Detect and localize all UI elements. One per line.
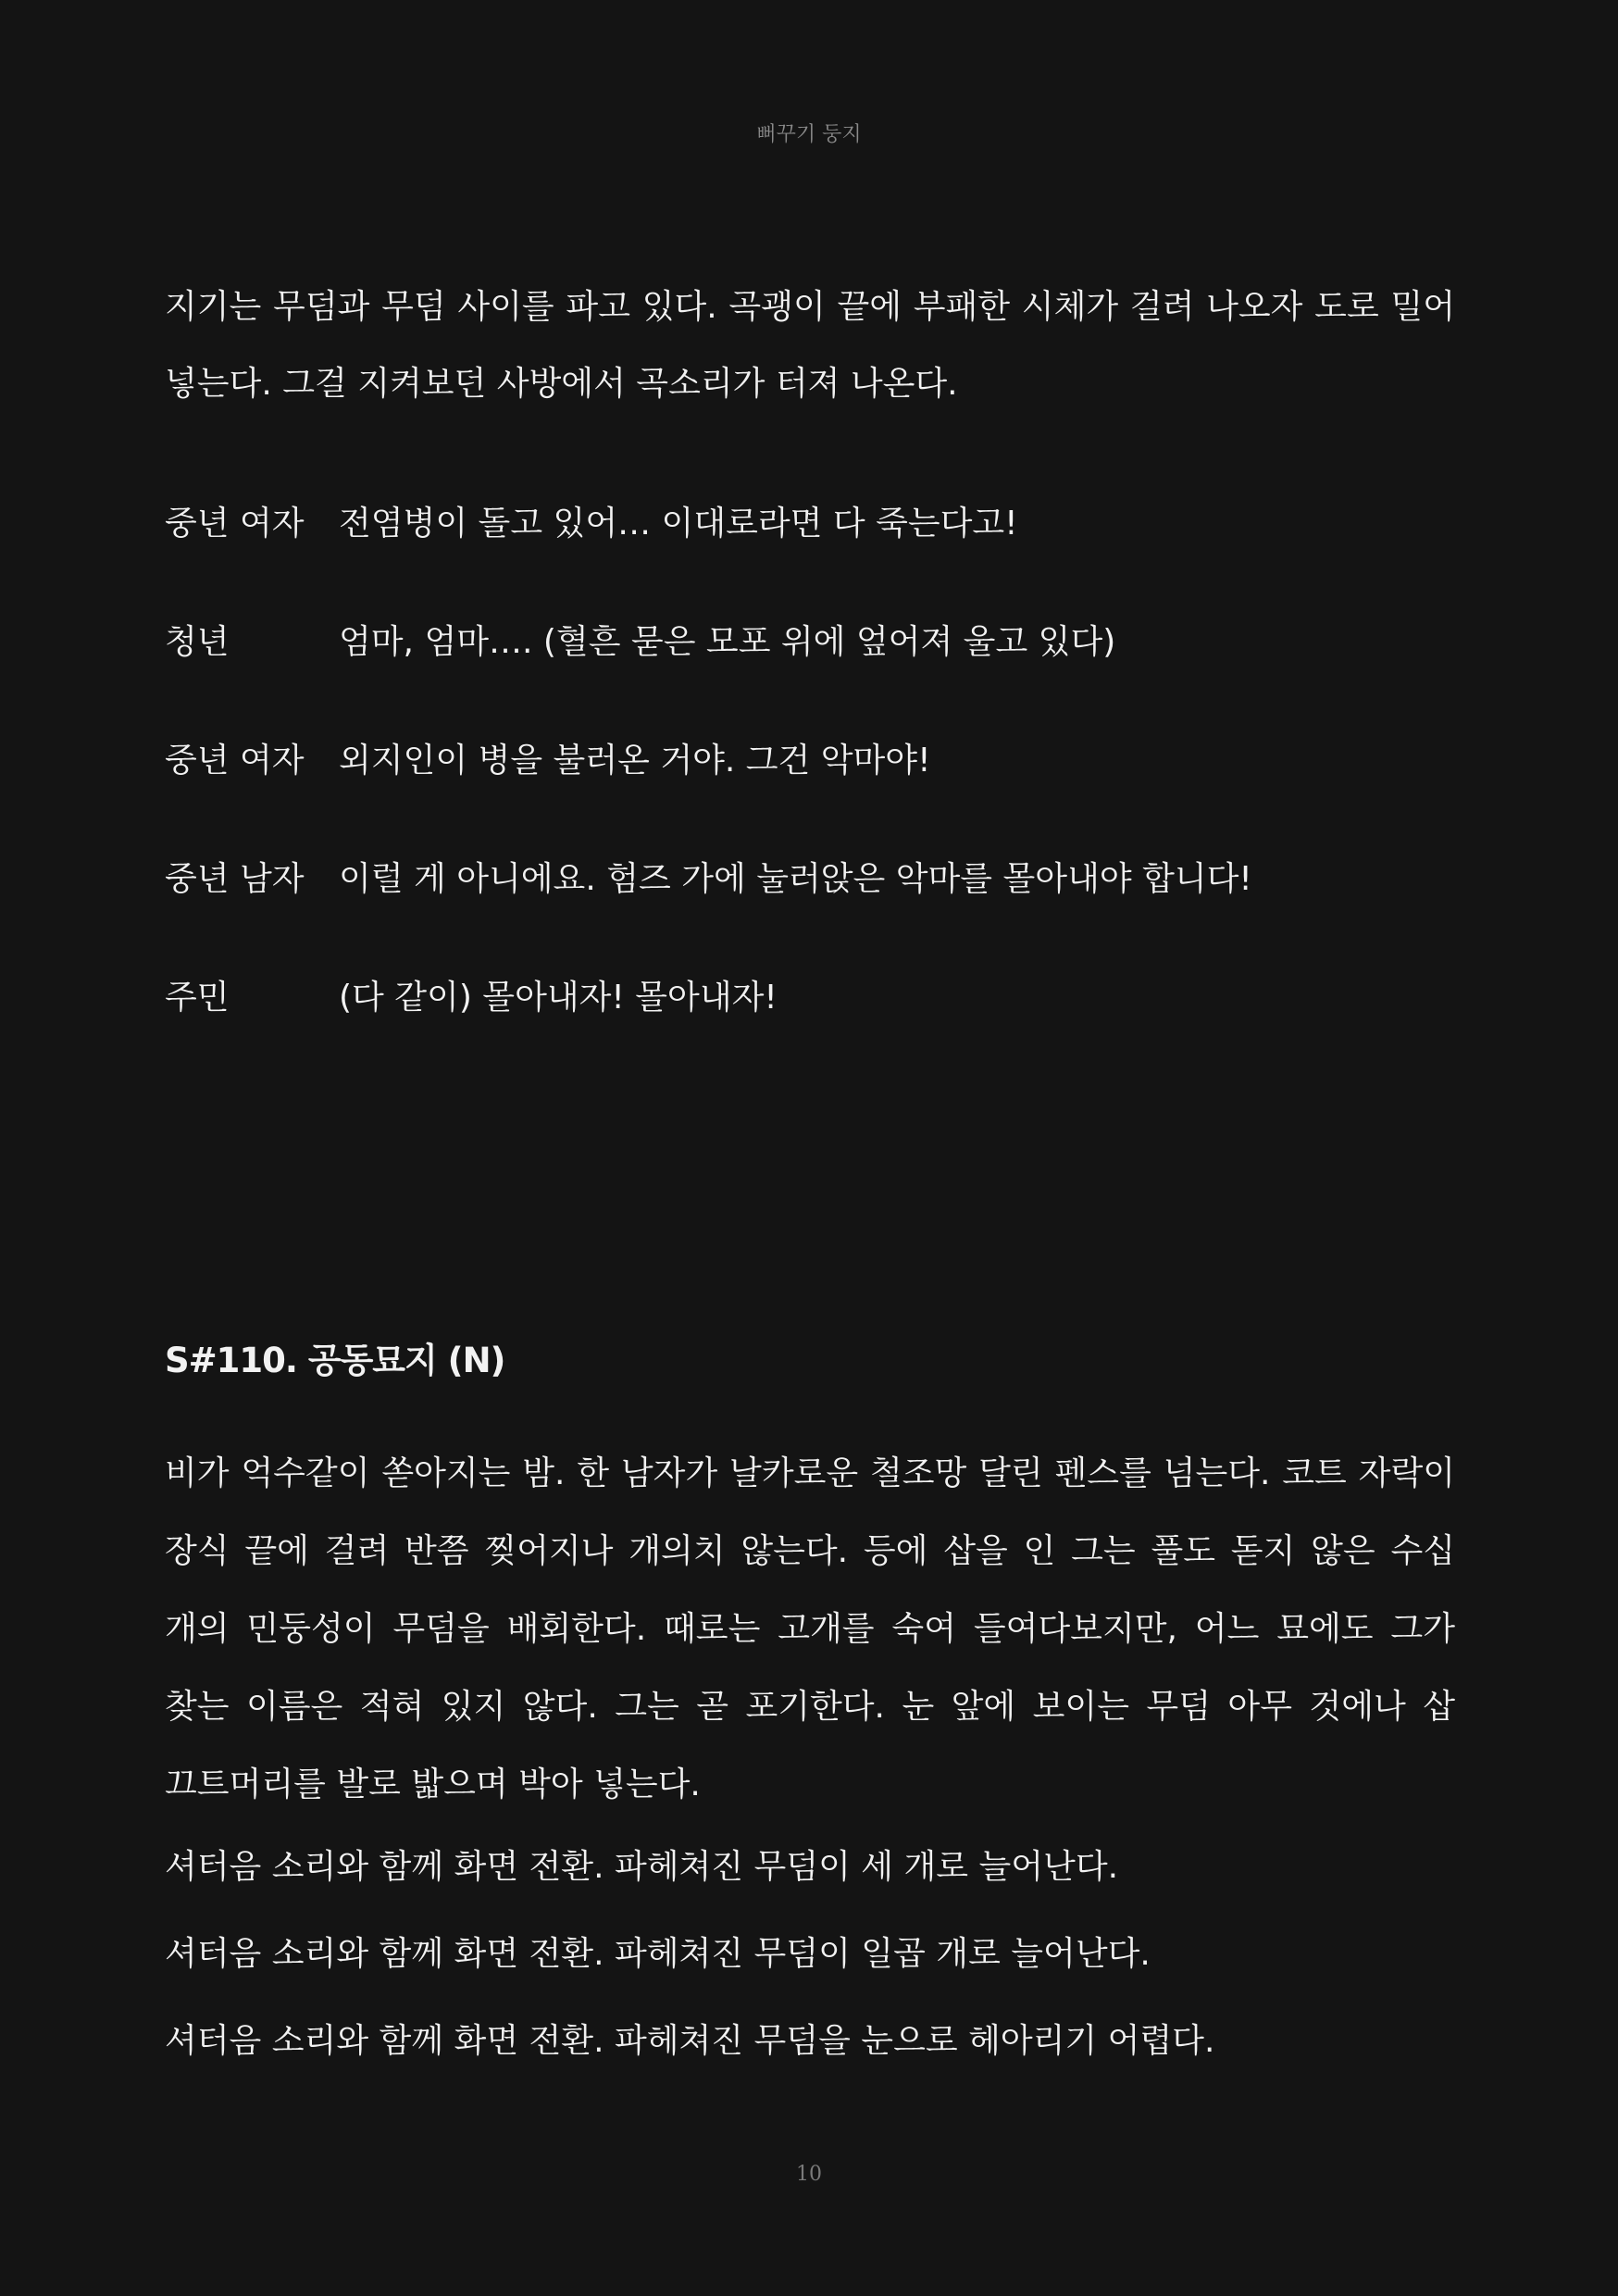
speaker-name: 청년	[165, 623, 230, 661]
dialogue-block	[165, 496, 1455, 1089]
speaker-name: 주민	[165, 979, 230, 1017]
speaker-name: 중년 남자	[165, 860, 305, 898]
dialogue-text: 전염병이 돌고 있어… 이대로라면 다 죽는다고!	[339, 505, 1018, 543]
page-number: 10	[796, 2163, 822, 2186]
dialogue-text: (다 같이) 몰아내자! 몰아내자!	[339, 979, 778, 1017]
dialogue-text: 이럴 게 아니에요. 험즈 가에 눌러앉은 악마를 몰아내야 합니다!	[339, 860, 1252, 898]
shutter-line: 셔터음 소리와 함께 화면 전환. 파헤쳐진 무덤이 일곱 개로 늘어난다.	[165, 1935, 1151, 1973]
intro-section	[165, 268, 1455, 1089]
dialogue-text: 외지인이 병을 불러온 거야. 그건 악마야!	[339, 742, 931, 780]
scene-section	[165, 1435, 1455, 2085]
shutter-line: 셔터음 소리와 함께 화면 전환. 파헤쳐진 무덤이 세 개로 늘어난다.	[165, 1848, 1119, 1886]
dialogue-line	[165, 615, 1455, 733]
running-header: 뻐꾸기 둥지	[756, 123, 862, 146]
dialogue-line	[165, 496, 1455, 615]
shutter-line: 셔터음 소리와 함께 화면 전환. 파헤쳐진 무덤을 눈으로 헤아리기 어렵다.	[165, 2022, 1215, 2060]
dialogue-line	[165, 970, 1455, 1089]
action-paragraph: 지기는 무덤과 무덤 사이를 파고 있다. 곡괭이 끝에 부패한 시체가 걸려 나오자 도로 밀어 넣는다. 그걸 지켜보던 사방에서 곡소리가 터져 나온다.	[165, 288, 1455, 403]
scene-heading: S#110. 공동묘지 (N)	[165, 1341, 505, 1380]
action-paragraph: 비가 억수같이 쏟아지는 밤. 한 남자가 날카로운 철조망 달린 펜스를 넘는다. 코트 자락이 장식 끝에 걸려 반쯤 찢어지나 개의치 않는다. 등에 삽을 인 그는 풀도 돋지 않은 수십 개의 민둥성이 무덤을 배회한다. 때로는 고개를 숙여 들여다보지만, 어느 묘에도 그가 찾는 이름은 적혀 있지 않다. 그는 곧 포기한다. 눈 앞에 보이는 무덤 아무 것에나 삽 끄트머리를 발로 밟으며 박아 넣는다.	[165, 1454, 1455, 1803]
dialogue-line	[165, 733, 1455, 852]
dialogue-text: 엄마, 엄마…. (혈흔 묻은 모포 위에 엎어져 울고 있다)	[339, 623, 1116, 661]
speaker-name: 중년 여자	[165, 742, 305, 780]
speaker-name: 중년 여자	[165, 505, 305, 543]
dialogue-line	[165, 852, 1455, 970]
